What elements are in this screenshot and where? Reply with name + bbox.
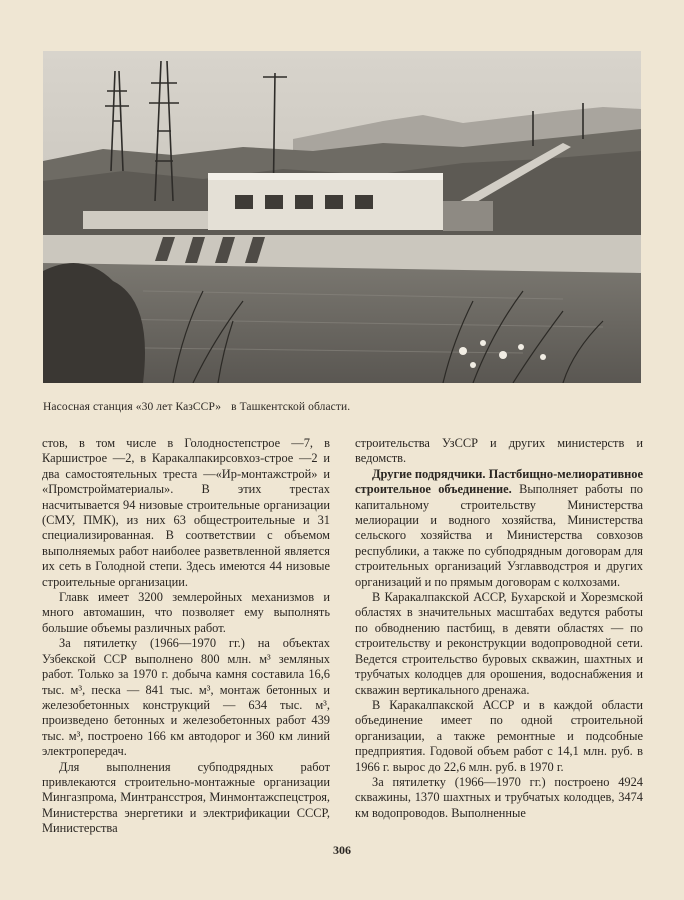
paragraph [355, 436, 643, 467]
paragraph [355, 590, 643, 698]
paragraph-text: строительства УзССР и других министерств и ведомств. [355, 436, 643, 466]
paragraph [355, 775, 643, 821]
paragraph: Для выполнения субподрядных работ привлекаются строительно-монтажные организации Мингазпрома, Минтрансстроя, Минмонтажспецстроя, Министерства энергетики и электрификации СССР, Министерства [42, 759, 330, 836]
photo-caption [43, 401, 643, 413]
page-number: 306 [333, 843, 351, 857]
caption-location: в Ташкентской области. [231, 401, 351, 413]
paragraph: стов, в том числе в Голодностепстрое —7, в Каршистрое —2, в Каракалпакирсовхоз-строе —2 и два самостоятельных треста —«Ир-монтажстрой» и «Промстройматериалы». В этих трестах насчитывается 94 низовые строительные организации (СМУ, ПМК), из них 63 общестроительные и 31 специализированная. В соответствии с объемом выполняемых работ наиболее разветвленной является их сеть в Голодной степи. Здесь имеются 44 низовые строительные организации. [42, 436, 330, 589]
left-text-column [42, 436, 330, 837]
paragraph-text: В Каракалпакской АССР и в каждой области объединение имеет по одной строительной организации, а также ремонтные и подсобные предприятия. Годовой объем работ с 14,1 млн. руб. в 1966 г. вырос до 22,6 млн. руб. в 1970 г. [355, 697, 643, 774]
paragraph: За пятилетку (1966—1970 гг.) на объектах Узбекской ССР выполнено 800 млн. м³ земляных работ. Только за 1970 г. добыча камня составила 16,6 тыс. м³, песка — 841 тыс. м³, монтаж бетонных и железобетонных конструкций — 634 тыс. м³, произведено бетонных и железобетонных работ 439 тыс. м³, построено 166 км автодорог и 360 км линий электропередач. [42, 636, 330, 759]
paragraph [355, 467, 643, 590]
right-text-column [355, 436, 643, 821]
caption-station-name: Насосная станция «30 лет КазССР» [43, 401, 222, 413]
paragraph-text: В Каракалпакской АССР, Бухарской и Хорезмской областях в значительных масштабах ведутся работы по обводнению пастбищ, в девяти областях — по строительству и реконструкции водопроводной сети. Ведется строительство буровых скважин, шахтных и трубчатых колодцев для орошения, водоснабжения и скважин вертикального дренажа. [355, 590, 643, 697]
photo-illustration [43, 51, 641, 383]
section-heading: Другие подрядчики. Пастбищно-мелиоративное строительное объединение. [355, 466, 643, 497]
paragraph-text: За пятилетку (1966—1970 гг.) построено 4924 скважины, 1370 шахтных и трубчатых колодцев, 3474 км водопроводов. Выполненные [355, 774, 643, 820]
paragraph [355, 698, 643, 775]
paragraph-text: Выполняет работы по капитальному строительству Министерства мелиорации и водного хозяйства, Министерства сельского хозяйства и Министерства совхозов республики, а также по субподрядным договорам для строительных организаций Узглавводстроя и других организаций и по прямым договорам с колхозами. [355, 482, 643, 589]
paragraph: Главк имеет 3200 землеройных механизмов и много автомашин, что позволяет ему выполнять большие объемы различных работ. [42, 590, 330, 635]
pumping-station-photo [43, 51, 641, 383]
